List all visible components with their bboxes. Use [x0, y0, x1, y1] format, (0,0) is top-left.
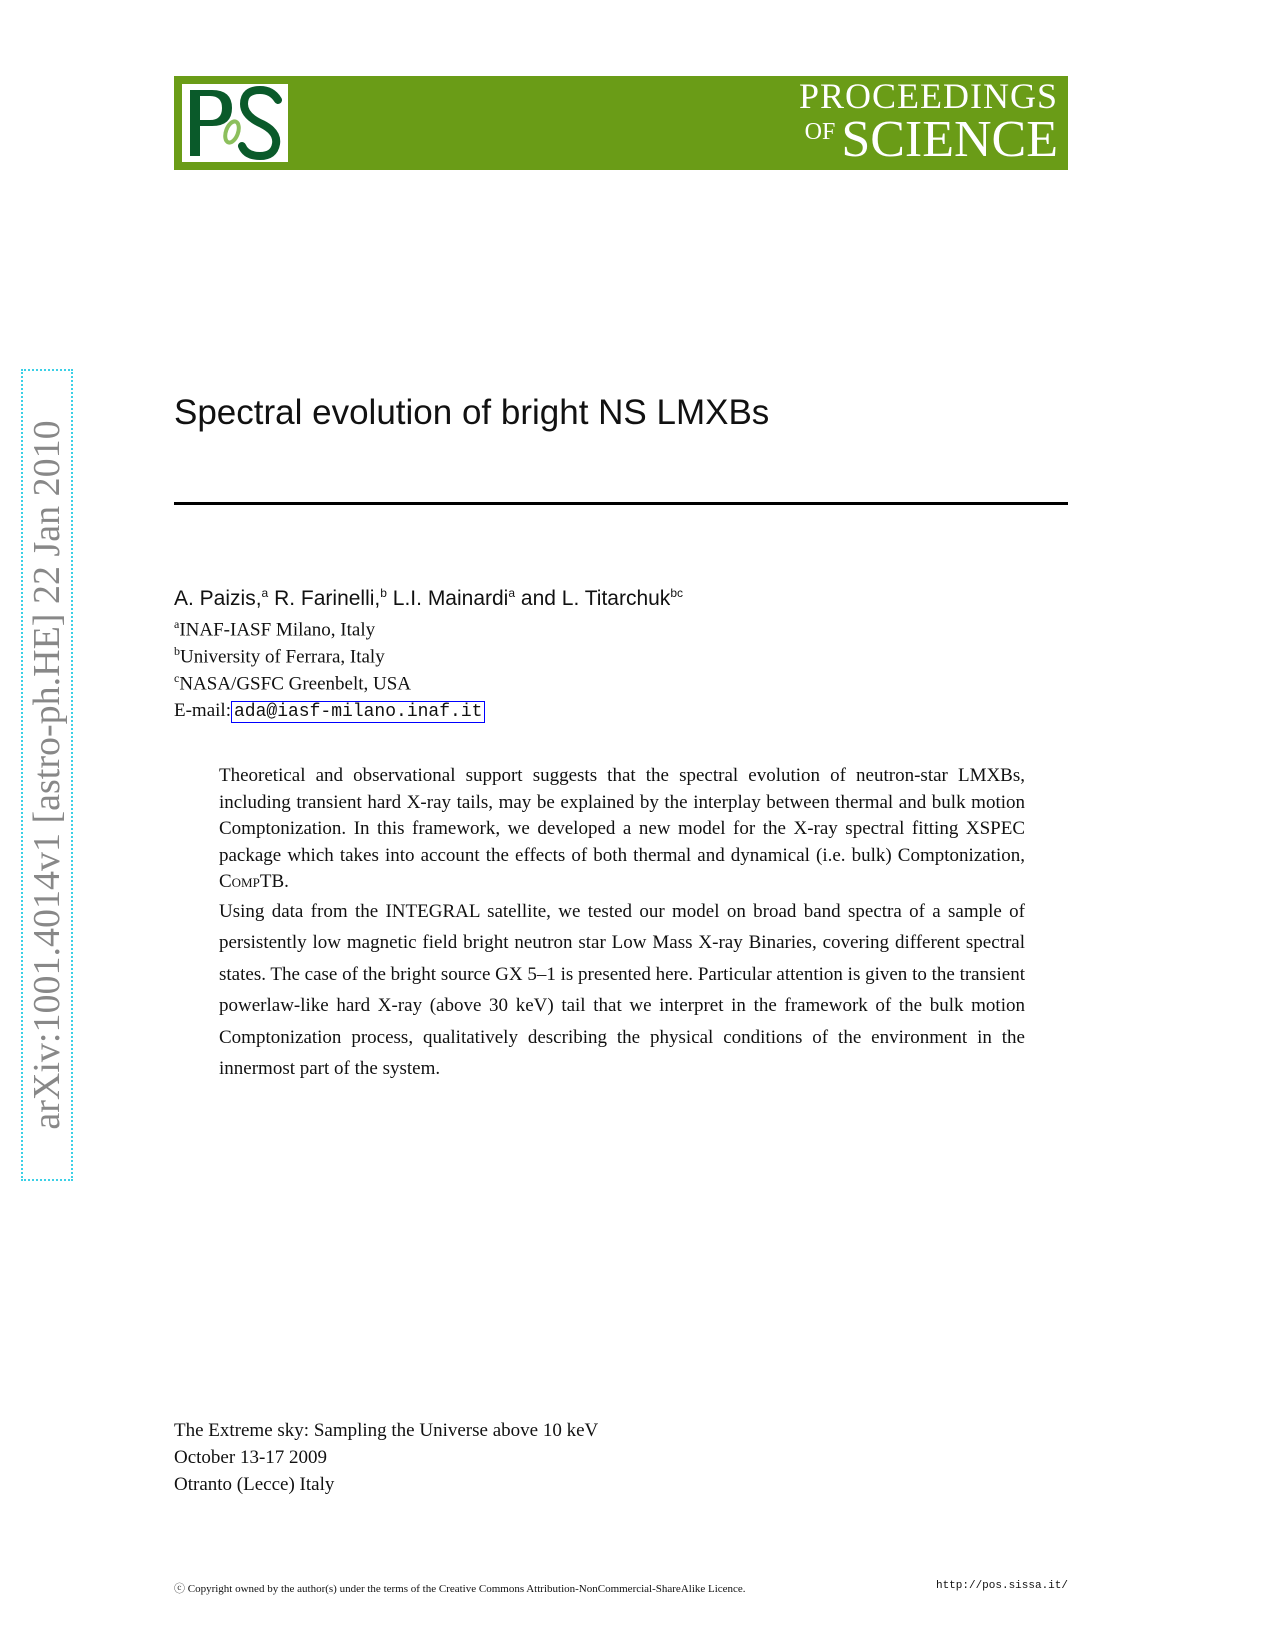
conference-name: The Extreme sky: Sampling the Universe above 10 keV: [174, 1420, 599, 1441]
publisher-of: OF: [804, 119, 836, 145]
abstract: [219, 763, 1025, 1085]
affiliation: [174, 671, 411, 695]
aff-text: NASA/GSFC Greenbelt, USA: [179, 673, 412, 695]
author-sup: b: [380, 586, 387, 600]
paper-title: Spectral evolution of bright NS LMXBs: [174, 393, 770, 432]
pos-logo-graphic: [182, 84, 288, 162]
email-line: [174, 700, 485, 722]
aff-sup: b: [174, 644, 180, 658]
pos-logo: [182, 84, 288, 162]
author: and L. Titarchuk: [520, 587, 671, 610]
pos-url[interactable]: http://pos.sissa.it/: [935, 1580, 1068, 1592]
title-rule: [174, 502, 1068, 505]
author: R. Farinelli,: [274, 587, 381, 610]
aff-text: University of Ferrara, Italy: [180, 646, 385, 668]
aff-sup: a: [174, 617, 180, 631]
author-sup: a: [508, 586, 516, 600]
aff-sup: c: [174, 671, 180, 685]
affiliation: [174, 644, 385, 668]
author: L.I. Mainardi: [392, 587, 509, 610]
author-sup: a: [261, 586, 269, 600]
abstract-paragraph-1: [219, 763, 1025, 896]
publisher-line2: SCIENCE: [841, 111, 1058, 168]
abstract-paragraph-2: Using data from the INTEGRAL satellite, we tested our model on broad band spectra of a sample of persistently low magnetic field bright neutron star Low Mass X-ray Binaries, covering different spectral states. The case of the bright source GX 5–1 is presented here. Particular attention is given to the transient powerlaw-like hard X-ray (above 30 keV) tail that we interpret in the framework of the bulk motion Comptonization process, qualitatively describing the physical conditions of the environment in the innermost part of the system.: [219, 900, 1025, 1079]
arxiv-stamp[interactable]: [21, 369, 73, 1181]
author-list: [174, 586, 683, 611]
copyright-notice: ⓒ Copyright owned by the author(s) under the terms of the Creative Commons Attribution-NonCommercial-ShareAlike Licence.: [174, 1583, 746, 1595]
model-name: CompTB: [219, 871, 285, 892]
abstract-text: Theoretical and observational support suggests that the spectral evolution of neutron-star LMXBs, including transient hard X-ray tails, may be explained by the interplay between thermal and bulk motion Comptonization. In this framework, we developed a new model for the X-ray spectral fitting XSPEC package which takes into account the effects of both thermal and dynamical (i.e. bulk) Comptonization,: [219, 765, 1025, 866]
abstract-text: .: [284, 871, 289, 892]
publisher-line1: PROCEEDINGS: [798, 76, 1058, 116]
publisher-name: [799, 78, 1058, 166]
aff-text: INAF-IASF Milano, Italy: [179, 619, 376, 641]
conference-date: October 13-17 2009: [174, 1447, 328, 1468]
email-label: E-mail:: [174, 700, 231, 721]
author-sup: bc: [670, 586, 683, 600]
author: A. Paizis,: [174, 587, 262, 610]
conference-location: Otranto (Lecce) Italy: [174, 1474, 335, 1495]
email-link[interactable]: ada@iasf-milano.inaf.it: [231, 701, 485, 723]
pos-banner: [174, 76, 1068, 170]
affiliation: [174, 617, 375, 641]
arxiv-id: arXiv:1001.4014v1 [astro-ph.HE] 22 Jan 2010: [26, 420, 68, 1130]
